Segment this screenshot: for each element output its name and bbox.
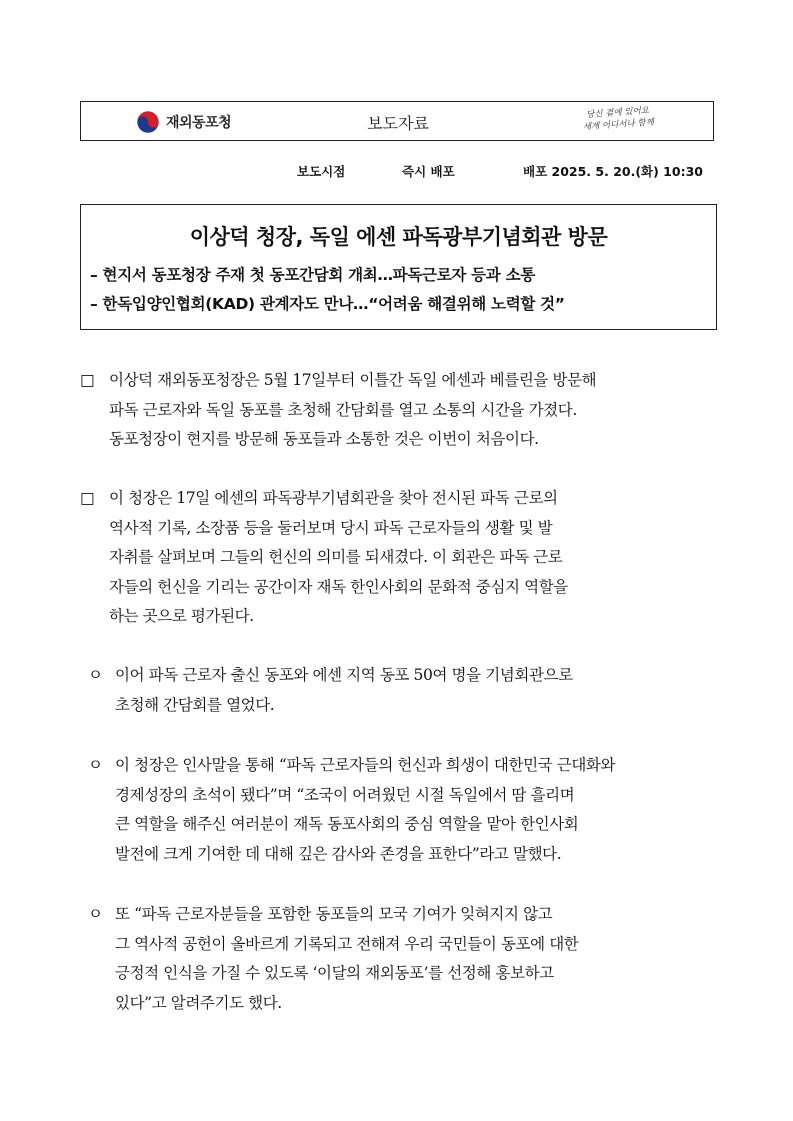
paragraph-line: 큰 역할을 해주신 여러분이 재독 동포사회의 중심 역할을 맡아 한인사회 bbox=[115, 815, 579, 833]
title-box bbox=[80, 204, 717, 330]
paragraph-line: □ 이 청장은 17일 에센의 파독광부기념회관을 찾아 전시된 파독 근로의 bbox=[80, 484, 730, 514]
box-bullet: □ bbox=[80, 371, 95, 389]
paragraph-line: 동포청장이 현지를 방문해 동포들과 소통한 것은 이번이 처음이다. bbox=[109, 430, 539, 448]
release-timing-label: 보도시점 bbox=[297, 164, 346, 179]
paragraph-line: ㅇ 이 청장은 인사말을 통해 “파독 근로자들의 헌신과 희생이 대한민국 근대화와 bbox=[88, 751, 738, 781]
subtitle-2: – 한독입양인협회(KAD) 관계자도 만나…“어려움 해결위해 노력할 것” bbox=[90, 295, 565, 313]
paragraph-line: 자취를 살펴보며 그들의 헌신의 의미를 되새겼다. 이 회관은 파독 근로 bbox=[109, 548, 563, 566]
paragraph-4 bbox=[88, 751, 738, 869]
paragraph-line: 경제성장의 초석이 됐다”며 “조국이 어려웠던 시절 독일에서 땀 흘리며 bbox=[115, 785, 575, 804]
slogan-line-1: 당신 곁에 있어요 bbox=[585, 105, 650, 121]
agency-name: 재외동포청 bbox=[166, 115, 232, 131]
paragraph-line: □ 이상덕 재외동포청장은 5월 17일부터 이틀간 독일 에센과 베를린을 방문해 bbox=[80, 366, 730, 396]
paragraph-line: 자들의 헌신을 기리는 공간이자 재독 한인사회의 문화적 중심지 역할을 bbox=[109, 577, 568, 596]
paragraph-line: ㅇ 또 “파독 근로자분들을 포함한 동포들의 모국 기여가 잊혀지지 않고 bbox=[88, 900, 738, 930]
paragraph-line: 역사적 기록, 소장품 등을 둘러보며 당시 파독 근로자들의 생활 및 발 bbox=[109, 518, 553, 537]
slogan-line-2: 세계 어디서나 함께 bbox=[582, 117, 655, 133]
circle-bullet: ㅇ bbox=[88, 756, 103, 774]
paragraph-3 bbox=[88, 661, 738, 720]
paragraph-line: 그 역사적 공헌이 올바르게 기록되고 전해져 우리 국민들이 동포에 대한 bbox=[115, 934, 579, 953]
release-timing-value: 즉시 배포 bbox=[402, 164, 455, 179]
paragraph-line: ㅇ 이어 파독 근로자 출신 동포와 에센 지역 동포 50여 명을 기념회관으로 bbox=[88, 661, 738, 691]
doc-type-label: 보도자료 bbox=[367, 114, 429, 133]
paragraph-line: 하는 곳으로 평가된다. bbox=[109, 607, 254, 625]
paragraph-1 bbox=[80, 366, 730, 455]
circle-bullet: ㅇ bbox=[88, 905, 103, 923]
paragraph-line: 긍정적 인식을 가질 수 있도록 ‘이달의 재외동포’를 선정해 홍보하고 bbox=[115, 964, 554, 982]
box-bullet: □ bbox=[80, 489, 95, 507]
paragraph-5 bbox=[88, 900, 738, 1018]
paragraph-2 bbox=[80, 484, 730, 632]
subtitle-1: – 현지서 동포청장 주재 첫 동포간담회 개최…파독근로자 등과 소통 bbox=[90, 266, 535, 284]
release-date: 배포 2025. 5. 20.(화) 10:30 bbox=[523, 164, 703, 179]
header-box bbox=[80, 101, 714, 141]
circle-bullet: ㅇ bbox=[88, 666, 103, 684]
paragraph-line: 발전에 크게 기여한 데 대해 깊은 감사와 존경을 표한다”라고 말했다. bbox=[115, 844, 562, 863]
paragraph-line: 있다”고 알려주기도 했다. bbox=[115, 993, 282, 1012]
paragraph-line: 초청해 간담회를 열었다. bbox=[115, 695, 275, 714]
main-title: 이상덕 청장, 독일 에센 파독광부기념회관 방문 bbox=[189, 225, 608, 249]
paragraph-line: 파독 근로자와 독일 동포를 초청해 간담회를 열고 소통의 시간을 가졌다. bbox=[109, 400, 577, 419]
